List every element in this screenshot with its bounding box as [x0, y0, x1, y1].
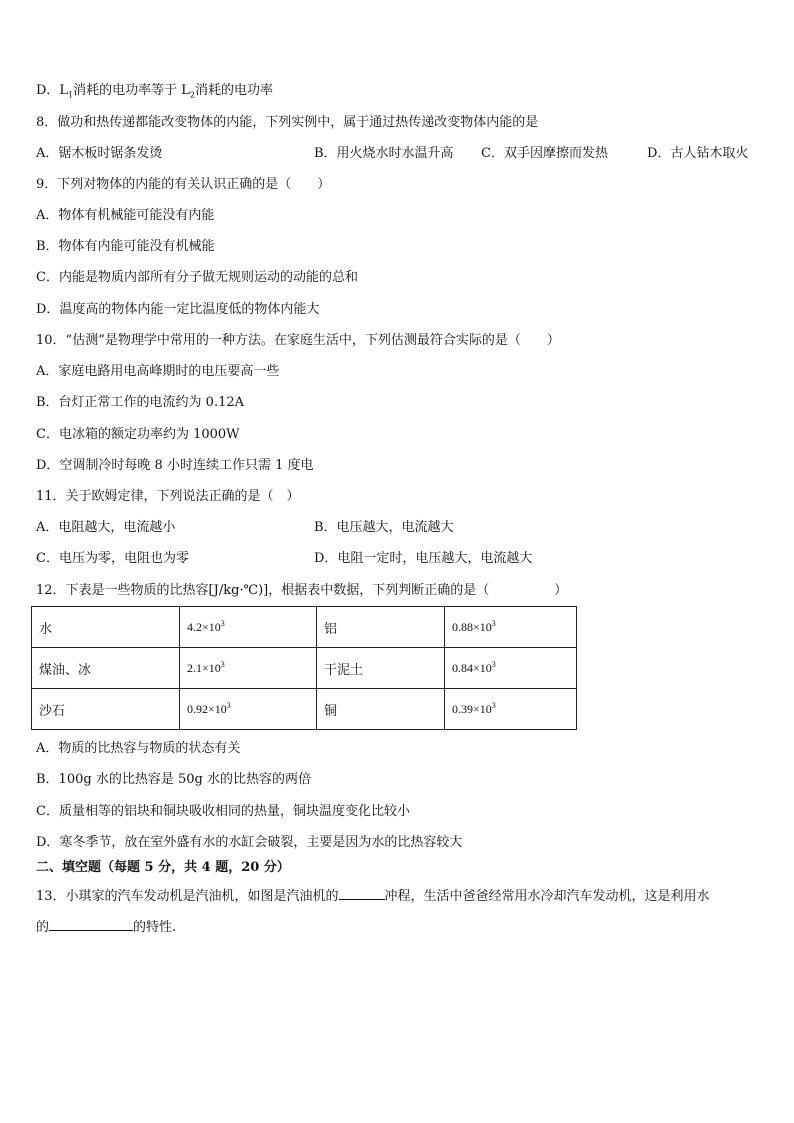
answer-blank-2[interactable]	[49, 917, 133, 931]
table-cell-substance: 铝	[317, 607, 445, 648]
q13-line-2	[36, 917, 176, 937]
q11-stem: 11．关于欧姆定律，下列说法正确的是（ ）	[36, 489, 300, 504]
table-cell-value: $0.88\times 10^3$	[445, 607, 577, 648]
table-cell-substance: 沙石	[32, 689, 180, 730]
answer-blank-1[interactable]	[339, 886, 385, 900]
table-cell-substance: 水	[32, 607, 180, 648]
q7-option-d-mid: 消耗的电功率等于 L	[73, 83, 190, 98]
q10-stem: 10．“估测”是物理学中常用的一种方法。在家庭生活中，下列估测最符合实际的是（ ）	[36, 333, 560, 348]
q11-option-a: A．电阻越大，电流越小	[36, 520, 176, 535]
q12-option-a: A．物质的比热容与物质的状态有关	[36, 741, 241, 756]
q12-option-d: D．寒冬季节，放在室外盛有水的水缸会破裂，主要是因为水的比热容较大	[36, 835, 463, 850]
q11-option-c: C．电压为零，电阻也为零	[36, 551, 189, 566]
table-cell-substance: 煤油、冰	[32, 648, 180, 689]
table-cell-substance: 铜	[317, 689, 445, 730]
subscript-1: 1	[68, 90, 74, 100]
q11-option-d: D．电阻一定时，电压越大，电流越大	[314, 551, 533, 566]
q10-option-b: B．台灯正常工作的电流约为 0.12A	[36, 395, 245, 410]
table-row	[32, 689, 577, 730]
q8-option-d: D．古人钻木取火	[647, 146, 749, 161]
q13-line-1	[36, 886, 710, 906]
q12-option-c: C．质量相等的铝块和铜块吸收相同的热量，铜块温度变化比较小	[36, 804, 410, 819]
table-cell-value: $0.84\times 10^3$	[445, 648, 577, 689]
q13-text-d: 的特性.	[133, 920, 177, 935]
table-row	[32, 607, 577, 648]
q10-option-c: C．电冰箱的额定功率约为 1000W	[36, 427, 240, 442]
q9-option-b: B．物体有内能可能没有机械能	[36, 239, 215, 254]
table-cell-value: $4.2\times 10^3$	[180, 607, 317, 648]
q9-option-d: D．温度高的物体内能一定比温度低的物体内能大	[36, 302, 320, 317]
q8-option-a: A．锯木板时锯条发烫	[36, 146, 163, 161]
table-cell-value: $0.92\times 10^3$	[180, 689, 317, 730]
subscript-2: 2	[189, 90, 196, 100]
q7-option-d-prefix: D．L	[36, 83, 69, 98]
specific-heat-table	[31, 606, 577, 730]
q10-option-d: D．空调制冷时每晚 8 小时连续工作只需 1 度电	[36, 458, 314, 473]
q11-option-b: B．电压越大，电流越大	[314, 520, 454, 535]
q10-option-a: A．家庭电路用电高峰期时的电压要高一些	[36, 364, 280, 379]
q13-text-c: 的	[36, 920, 50, 935]
q12-stem: 12．下表是一些物质的比热容[J/kg·℃)]，根据表中数据，下列判断正确的是（ ）	[36, 583, 568, 598]
q13-text-b: 冲程，生活中爸爸经常用水冷却汽车发动机，这是利用水	[384, 889, 710, 904]
q12-option-b: B．100g 水的比热容是 50g 水的比热容的两倍	[36, 772, 311, 787]
table-row	[32, 648, 577, 689]
q9-option-a: A．物体有机械能可能没有内能	[36, 208, 215, 223]
q9-option-c: C．内能是物质内部所有分子做无规则运动的动能的总和	[36, 270, 358, 285]
q8-stem: 8．做功和热传递都能改变物体的内能，下列实例中，属于通过热传递改变物体内能的是	[36, 115, 539, 130]
q7-option-d	[36, 82, 273, 105]
q8-option-c: C．双手因摩擦而发热	[481, 146, 608, 161]
table-cell-substance: 干泥土	[317, 648, 445, 689]
q13-text-a: 13．小琪家的汽车发动机是汽油机，如图是汽油机的	[36, 889, 339, 904]
section-heading: 二、填空题（每题 5 分，共 4 题，20 分）	[36, 860, 290, 875]
table-cell-value: $2.1\times 10^3$	[180, 648, 317, 689]
q8-option-b: B．用火烧水时水温升高	[314, 146, 454, 161]
q9-stem: 9．下列对物体的内能的有关认识正确的是（ ）	[36, 177, 331, 192]
q7-option-d-suffix: 消耗的电功率	[195, 83, 274, 98]
table-cell-value: $0.39\times 10^3$	[445, 689, 577, 730]
